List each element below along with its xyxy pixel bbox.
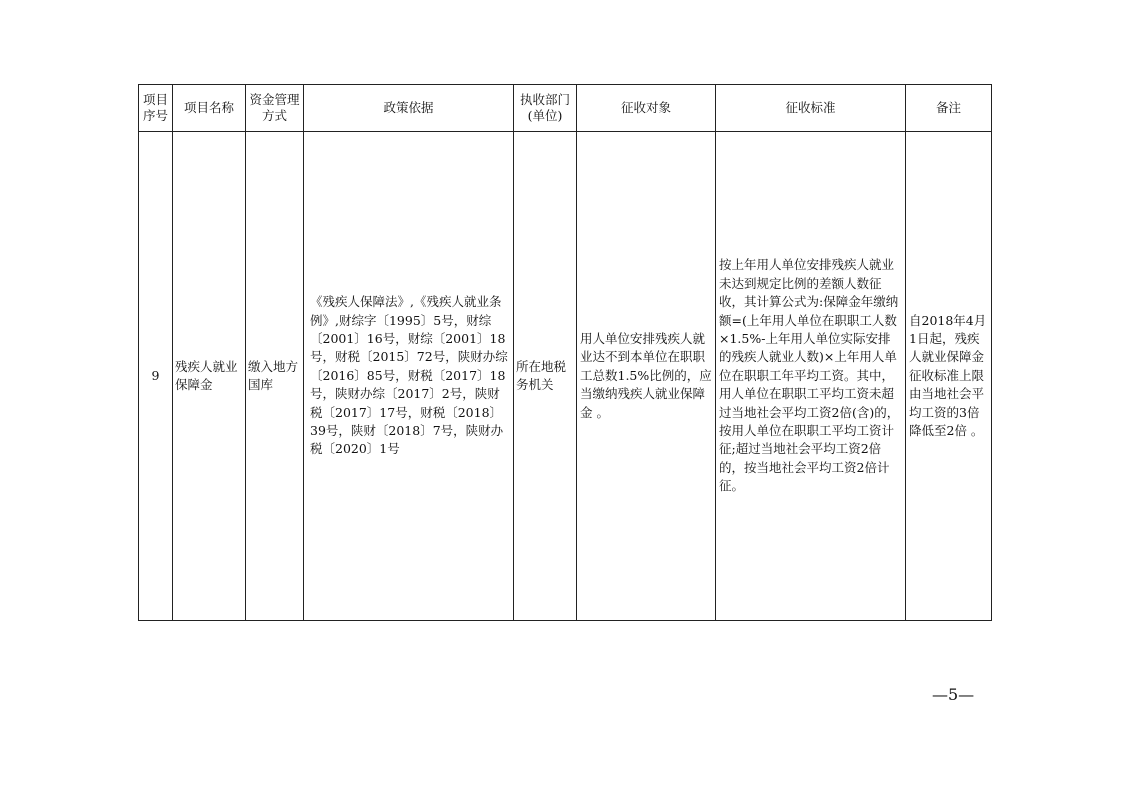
cell-target: 用人单位安排残疾人就业达不到本单位在职职工总数1.5%比例的，应当缴纳残疾人就业保障金 。 — [577, 132, 716, 621]
header-dept: 执收部门(单位) — [514, 85, 577, 132]
header-item-name: 项目名称 — [173, 85, 246, 132]
header-standard: 征收标准 — [716, 85, 906, 132]
header-note: 备注 — [906, 85, 992, 132]
table-row — [139, 132, 992, 621]
page-number: —5— — [932, 685, 975, 704]
fee-table — [138, 84, 992, 621]
cell-note: 自2018年4月1日起，残疾人就业保障金征收标准上限由当地社会平均工资的3倍降低至2倍 。 — [906, 132, 992, 621]
cell-policy: 《残疾人保障法》,《残疾人就业条例》,财综字〔1995〕5号，财综〔2001〕16号，财综〔2001〕18号，财税〔2015〕72号，陕财办综〔2016〕85号，财税〔2017〕18号，陕财办综〔2017〕2号，陕财税〔2017〕17号，财税〔2018〕39号，陕财〔2018〕7号，陕财办税〔2020〕1号 — [304, 132, 514, 621]
cell-fund-mode: 缴入地方国库 — [246, 132, 304, 621]
cell-item-name: 残疾人就业保障金 — [173, 132, 246, 621]
header-row — [139, 85, 992, 132]
header-fund-mode: 资金管理方式 — [246, 85, 304, 132]
header-target: 征收对象 — [577, 85, 716, 132]
cell-dept: 所在地税务机关 — [514, 132, 577, 621]
header-policy: 政策依据 — [304, 85, 514, 132]
header-item-no: 项目序号 — [139, 85, 173, 132]
cell-standard: 按上年用人单位安排残疾人就业未达到规定比例的差额人数征收，其计算公式为:保障金年缴纳额=(上年用人单位在职职工人数×1.5%-上年用人单位实际安排的残疾人就业人数)×上年用人单位在职职工年平均工资。其中，用人单位在职职工平均工资未超过当地社会平均工资2倍(含)的，按用人单位在职职工平均工资计征;超过当地社会平均工资2倍的，按当地社会平均工资2倍计征。 — [716, 132, 906, 621]
cell-item-no: 9 — [139, 132, 173, 621]
